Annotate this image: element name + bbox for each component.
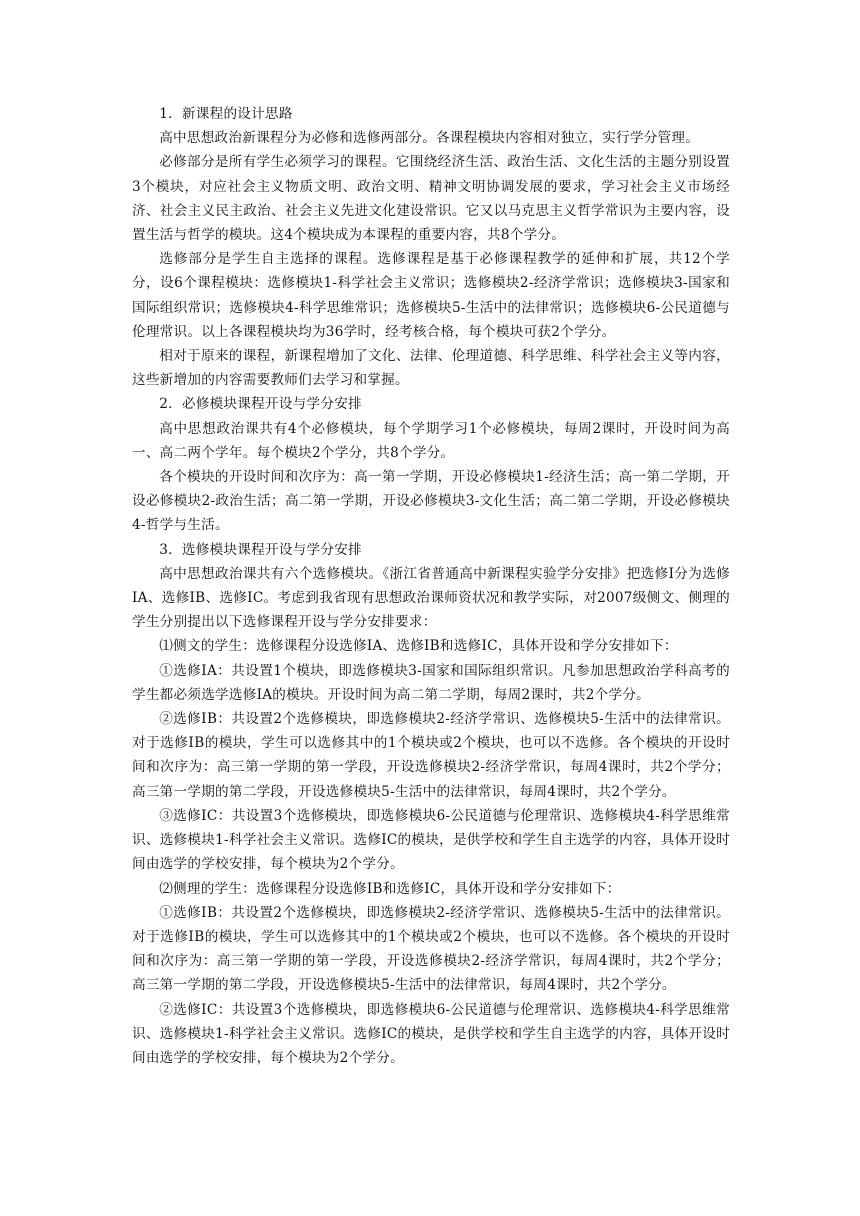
section-heading-3: 3．选修模块课程开设与学分安排: [159, 541, 362, 558]
document-page: [132, 102, 730, 1070]
paragraph: 高中思想政治新课程分为必修和选修两部分。各课程模块内容相对独立，实行学分管理。: [159, 130, 700, 147]
paragraph: 必修部分是所有学生必须学习的课程。它围绕经济生活、政治生活、文化生活的主题分别设置3个模块，对应社会主义物质文明、政治文明、精神文明协调发展的要求，学习社会主义市场经济、社会主义民主政治、社会主义先进文化建设常识。它又以马克思主义哲学常识为主要内容，设置生活与哲学的模块。这4个模块成为本课程的重要内容，共8个学分。: [132, 154, 730, 244]
list-item: ②选修ⅠB：共设置2个选修模块，即选修模块2-经济学常识、选修模块5-生活中的法律常识。对于选修ⅠB的模块，学生可以选修其中的1个模块或2个模块，也可以不选修。各个模块的开设时间和次序为：高三第一学期的第一学段，开设选修模块2-经济学常识，每周4课时，共2个学分；高三第一学期的第二学段，开设选修模块5-生活中的法律常识，每周4课时，共2个学分。: [132, 711, 730, 800]
section-heading-1: 1．新课程的设计思路: [159, 106, 293, 122]
subsection-arts-students: ⑴侧文的学生：选修课程分设选修ⅠA、选修ⅠB和选修ⅠC，具体开设和学分安排如下：: [159, 638, 678, 655]
paragraph: 高中思想政治课共有4个必修模块，每个学期学习1个必修模块，每周2课时，开设时间为高一、高二两个学年。每个模块2个学分，共8个学分。: [132, 420, 730, 461]
subsection-science-students: ⑵侧理的学生：选修课程分设选修ⅠB和选修ⅠC，具体开设和学分安排如下：: [159, 880, 621, 897]
list-item: ①选修ⅠB：共设置2个选修模块，即选修模块2-经济学常识、选修模块5-生活中的法律常识。对于选修ⅠB的模块，学生可以选修其中的1个模块或2个模块，也可以不选修。各个模块的开设时间和次序为：高三第一学期的第一学段，开设选修模块2-经济学常识，每周4课时，共2个学分；高三第一学期的第二学段，开设选修模块5-生活中的法律常识，每周4课时，共2个学分。: [132, 904, 730, 994]
paragraph: 相对于原来的课程，新课程增加了文化、法律、伦理道德、科学思维、科学社会主义等内容，这些新增加的内容需要教师们去学习和掌握。: [132, 348, 730, 389]
list-item: ①选修ⅠA：共设置1个模块，即选修模块3-国家和国际组织常识。凡参加思想政治学科高考的学生都必须选学选修ⅠA的模块。开设时间为高二第二学期，每周2课时，共2个学分。: [132, 662, 730, 703]
list-item: ②选修ⅠC：共设置3个选修模块，即选修模块6-公民道德与伦理常识、选修模块4-科学思维常识、选修模块1-科学社会主义常识。选修ⅠC的模块，是供学校和学生自主选学的内容，具体开设时间由选学的学校安排，每个模块为2个学分。: [132, 1001, 730, 1066]
paragraph: 高中思想政治课共有六个选修模块。《浙江省普通高中新课程实验学分安排》把选修Ⅰ分为选修ⅠA、选修ⅠB、选修ⅠC。考虑到我省现有思想政治课师资状况和教学实际，对2007级侧文、侧理的学生分别提出以下选修课程开设与学分安排要求：: [132, 565, 730, 631]
paragraph: 选修部分是学生自主选择的课程。选修课程是基于必修课程教学的延伸和扩展，共12个学分，设6个课程模块：选修模块1-科学社会主义常识；选修模块2-经济学常识；选修模块3-国家和国际组织常识；选修模块4-科学思维常识；选修模块5-生活中的法律常识；选修模块6-公民道德与伦理常识。以上各课程模块均为36学时，经考核合格，每个模块可获2个学分。: [132, 251, 730, 340]
section-heading-2: 2．必修模块课程开设与学分安排: [159, 396, 362, 413]
list-item: ③选修ⅠC：共设置3个选修模块，即选修模块6-公民道德与伦理常识、选修模块4-科学思维常识、选修模块1-科学社会主义常识。选修ⅠC的模块，是供学校和学生自主选学的内容，具体开设时间由选学的学校安排，每个模块为2个学分。: [132, 807, 730, 873]
paragraph: 各个模块的开设时间和次序为：高一第一学期，开设必修模块1-经济生活；高一第二学期，开设必修模块2-政治生活；高二第一学期，开设必修模块3-文化生活；高二第二学期，开设必修模块4-哲学与生活。: [132, 469, 730, 534]
